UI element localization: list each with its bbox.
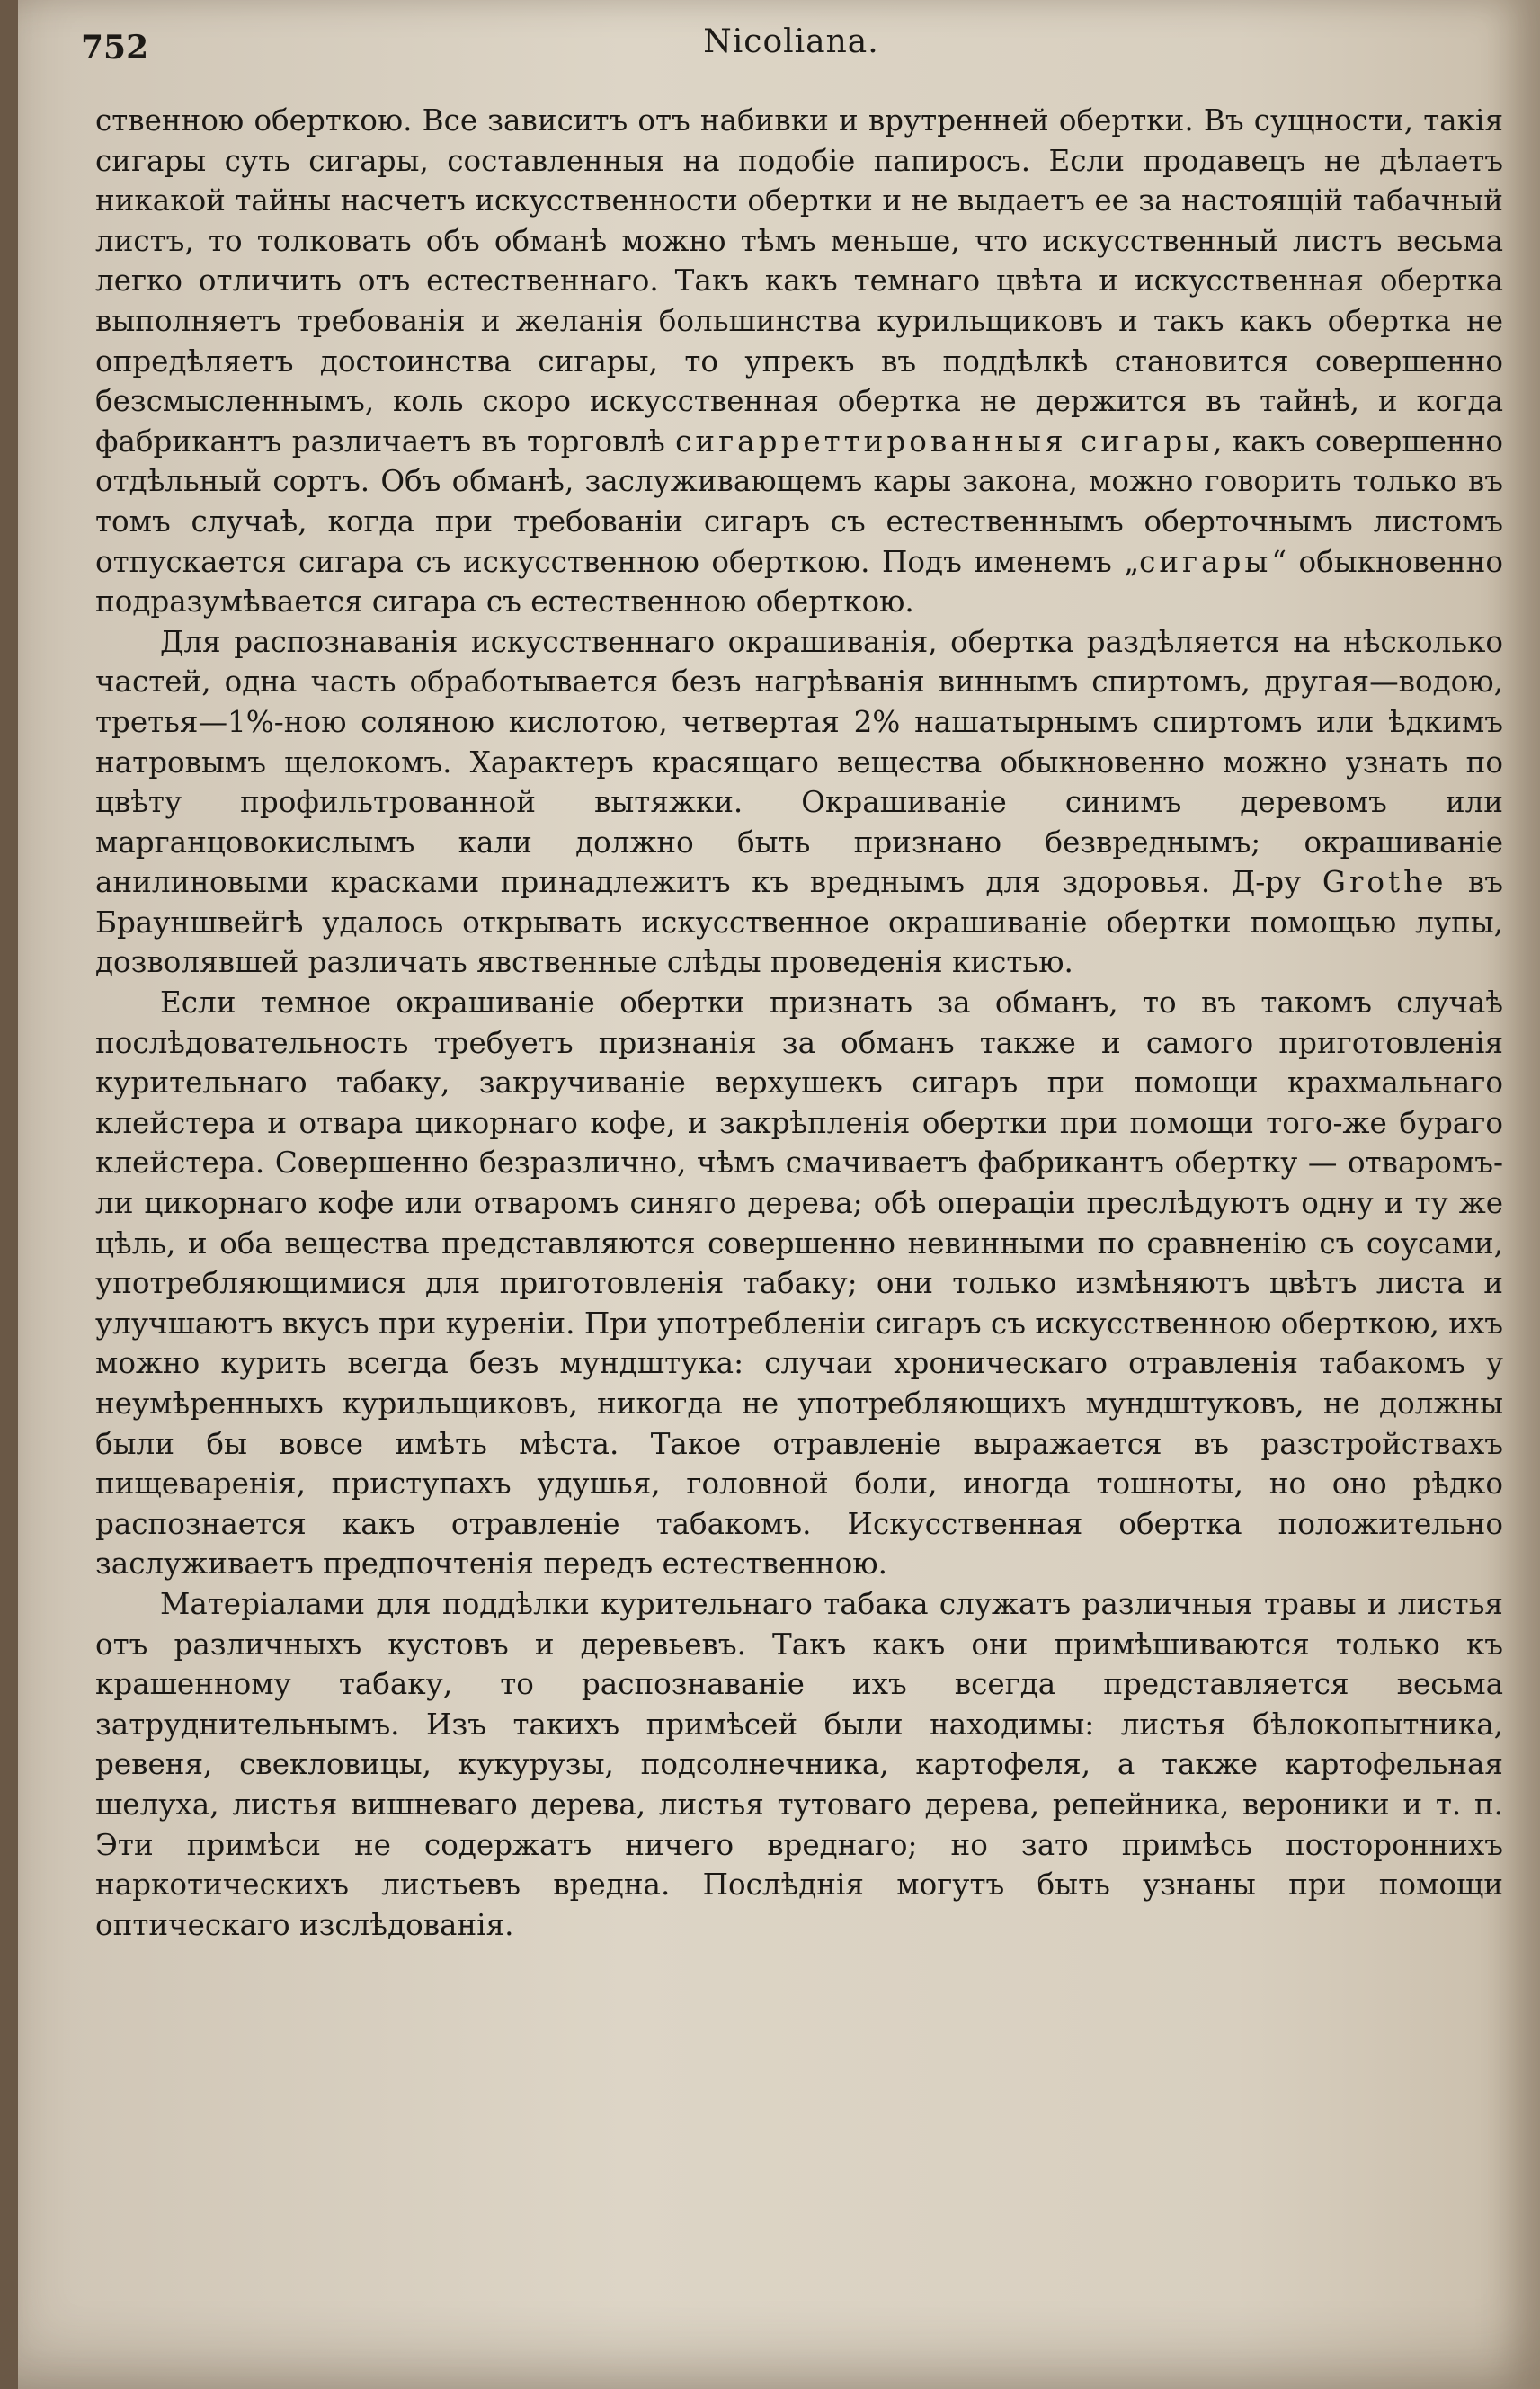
text-run: ственною оберткою. Все зависитъ отъ набивки и врутренней обертки. Въ сущности, такія сигары суть сигары, составленныя на подобіе папиросъ. Если продавецъ не дѣлаетъ никакой тайны насчетъ искусственности обертки и не выдаетъ ее за настоящій табачный листъ, то толковать объ обманѣ можно тѣмъ меньше, что искусственный листъ весьма легко отличить отъ естественнаго. Такъ какъ темнаго цвѣта и искусственная обертка выполняетъ требованія и желанія большинства курильщиковъ и такъ какъ обертка не опредѣляетъ достоинства сигары, то упрекъ въ поддѣлкѣ становится совершенно безсмысленнымъ, коль скоро искусственная обертка не держится въ тайнѣ, и когда фабрикантъ различаетъ въ торговлѣ	[95, 103, 1503, 459]
text-run: Если темное окрашиваніе обертки признать за обманъ, то въ такомъ случаѣ послѣдовательность требуетъ признанія за обманъ также и самого приготовленія курительнаго табаку, закручиваніе верхушекъ сигаръ при помощи крахмальнаго клейстера и отвара цикорнаго кофе, и закрѣпленія обертки при помощи того-же бураго клейстера. Совершенно безразлично, чѣмъ смачиваетъ фабрикантъ обертку — отваромъ-ли цикорнаго кофе или отваромъ синяго дерева; обѣ операціи преслѣдуютъ одну и ту же цѣль, и оба вещества представляются совершенно невинными по сравненію съ соусами, употребляющимися для приготовленія табаку; они только измѣняютъ цвѣтъ листа и улучшаютъ вкусъ при куреніи. При употребленіи сигаръ съ искусственною оберткою, ихъ можно курить всегда безъ мундштука: случаи хроническаго отравленія табакомъ у неумѣренныхъ курильщиковъ, никогда не употребляющихъ мундштуковъ, не должны были бы вовсе имѣть мѣста. Такое отравленіе выражается въ разстройствахъ пищеваренія, приступахъ удушья, головной боли, иногда тошноты, но оно рѣдко распознается какъ отравленіе табакомъ. Искусственная обертка положительно заслуживаетъ предпочтенія передъ естественною.	[95, 985, 1503, 1582]
text-run: , какъ совершенно отдѣльный сортъ. Объ обманѣ, заслуживающемъ кары закона, можно говорить только въ томъ случаѣ, когда при требованіи сигаръ съ естественнымъ оберточнымъ листомъ отпускается сигара съ искусственною оберткою. Подъ именемъ „	[95, 423, 1503, 579]
text-run: Для распознаванія искусственнаго окрашиванія, обертка раздѣляется на нѣсколько частей, одна часть обработывается безъ нагрѣванія виннымъ спиртомъ, другая—водою, третья—1%-ною соляною кислотою, четвертая 2% нашатырнымъ спиртомъ или ѣдкимъ натровымъ щелокомъ. Характеръ красящаго вещества обыкновенно можно узнать по цвѣту профильтрованной вытяжки. Окрашиваніе синимъ деревомъ или марганцовокислымъ кали должно быть признано безвреднымъ; окрашиваніе анилиновыми красками принадлежитъ къ вреднымъ для здоровья. Д-ру	[95, 624, 1503, 900]
spaced-emphasis: сигары	[1139, 544, 1272, 579]
spaced-emphasis: Grothe	[1322, 865, 1447, 900]
page-number: 752	[81, 29, 149, 67]
paragraph	[95, 983, 1503, 1584]
spaced-emphasis: сигарреттированныя сигары	[675, 423, 1214, 459]
text-run: Матеріалами для поддѣлки курительнаго табака служатъ различныя травы и листья отъ различныхъ кустовъ и деревьевъ. Такъ какъ они примѣшиваются только къ крашенному табаку, то распознаваніе ихъ всегда представляется весьма затруднительнымъ. Изъ такихъ примѣсей были находимы: листья бѣлокопытника, ревеня, свекловицы, кукурузы, подсолнечника, картофеля, а также картофельная шелуха, листья вишневаго дерева, листья тутоваго дерева, репейника, вероники и т. п. Эти примѣси не содержатъ ничего вреднаго; но зато примѣсь постороннихъ наркотическихъ листьевъ вредна. Послѣднія могутъ быть узнаны при помощи оптическаго изслѣдованія.	[95, 1586, 1503, 1942]
paragraph	[95, 1584, 1503, 1945]
body-text	[95, 101, 1503, 1945]
page-header	[81, 20, 1501, 74]
running-title: Nicoliana.	[703, 23, 879, 60]
text-run: въ Брауншвейгѣ удалось открывать искусственное окрашиваніе обертки помощью лупы, дозволявшей различать явственные слѣды проведенія кистью.	[95, 865, 1503, 980]
paragraph	[95, 622, 1503, 983]
text-run: “ обыкновенно подразумѣвается сигара съ естественною оберткою.	[95, 544, 1503, 620]
paragraph	[95, 101, 1503, 622]
book-page	[18, 0, 1540, 2389]
